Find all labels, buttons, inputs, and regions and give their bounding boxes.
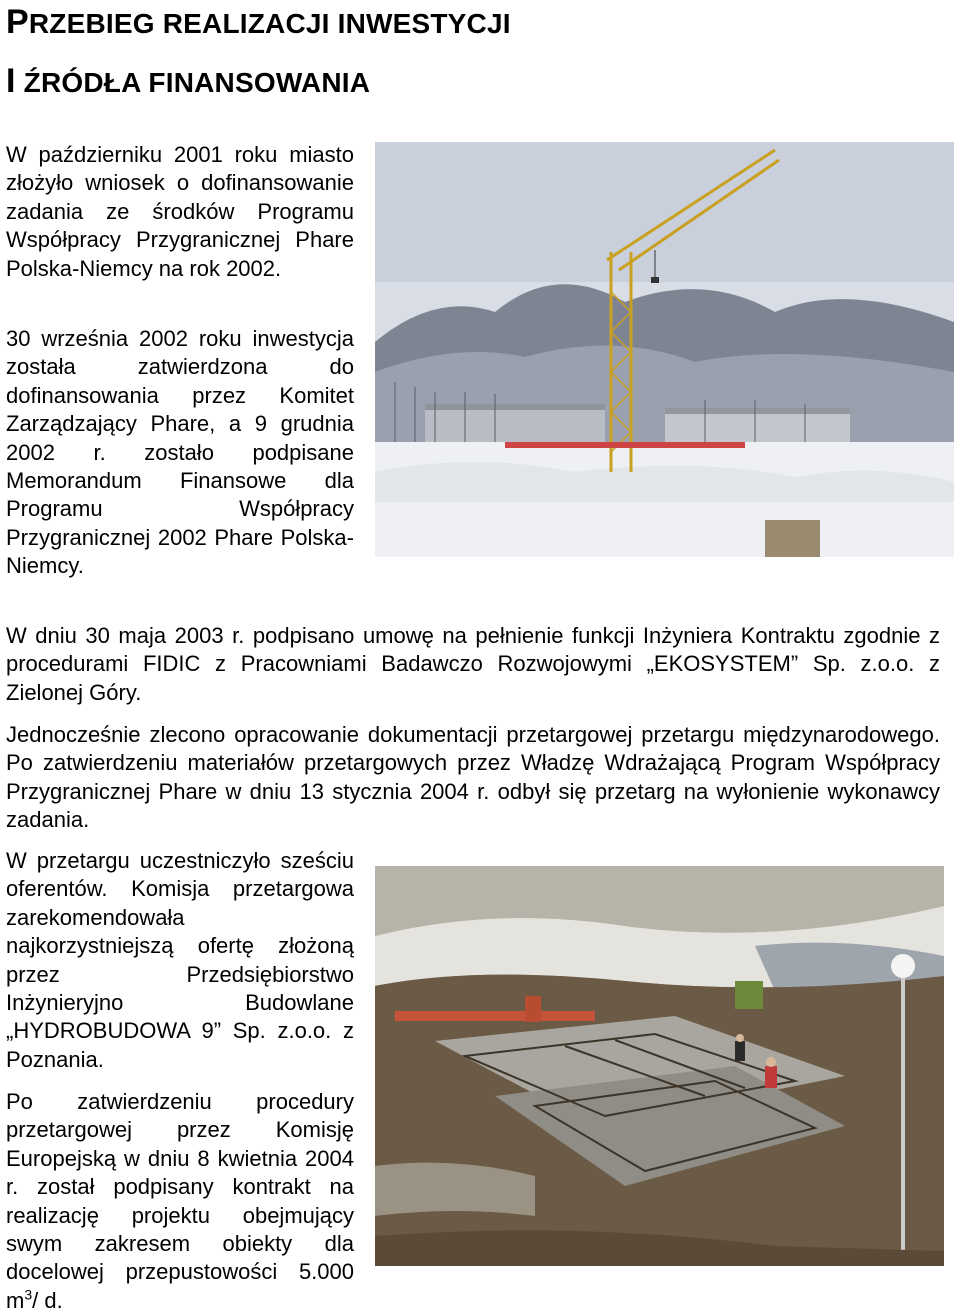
- paragraph-tender-documents: Jednocześnie zlecono opracowanie dokumentacji przetargowej przetargu międzynarodowego. Po zatwierdzeniu materiałów przetargowych przez Władzę Wdrażającą Program Współpracy Przygranicznej Phare w dniu 13 stycznia 2004 r. odbył się przetarg na wyłonienie wykonawcy zadania.: [6, 722, 940, 833]
- page-title-line-1: [6, 5, 511, 39]
- paragraph-approval: 30 września 2002 roku inwestycja została zatwierdzona do dofinansowania przez Komitet Zarządzający Phare, a 9 grudnia 2002 r. zostało podpisane Memorandum Finansowe dla Programu Współpracy Przygranicznej 2002 Phare Polska-Niemcy.: [6, 326, 354, 579]
- title-text: ŹRÓDŁA FINANSOWANIA: [15, 67, 371, 98]
- crane-site-illustration: [375, 142, 954, 557]
- contract-text-end: / d.: [32, 1287, 63, 1313]
- paragraph-application: W październiku 2001 roku miasto złożyło wniosek o dofinansowanie zadania ze środków Programu Współpracy Przygranicznej Phare Polska-Niemcy na rok 2002.: [6, 142, 354, 281]
- page-title-line-2: [6, 64, 370, 98]
- title-initial-letter: P: [6, 3, 29, 41]
- paragraph-tender-result: W przetargu uczestniczyło sześciu oferentów. Komisja przetargowa zarekomendowała najkorzystniejszą ofertę złożoną przez Przedsiębiorstwo Inżynieryjno Budowlane „HYDROBUDOWA 9” Sp. z.o.o. z Poznania.: [6, 848, 354, 1072]
- title-initial-letter: I: [6, 62, 16, 100]
- contract-text: Po zatwierdzeniu procedury przetargowej przez Komisję Europejską w dniu 8 kwietnia 2004 r. został podpisany kontrakt na realizację projektu obejmujący swym zakresem obiekty dla docelowej przepustowości 5.000 m: [6, 1089, 354, 1313]
- photo-construction-winter: [375, 142, 954, 557]
- title-text: RZEBIEG REALIZACJI INWESTYCJI: [28, 8, 511, 39]
- foundation-works-illustration: [375, 866, 944, 1266]
- paragraph-engineer-contract: W dniu 30 maja 2003 r. podpisano umowę na pełnienie funkcji Inżyniera Kontraktu zgodnie z procedurami FIDIC z Pracowniami Badawczo Rozwojowymi „EKOSYSTEM” Sp. z.o.o. z Zielonej Góry.: [6, 623, 940, 705]
- photo-construction-site: [375, 866, 944, 1266]
- cubic-superscript: 3: [24, 1286, 33, 1303]
- paragraph-contract-signed: [6, 1088, 354, 1315]
